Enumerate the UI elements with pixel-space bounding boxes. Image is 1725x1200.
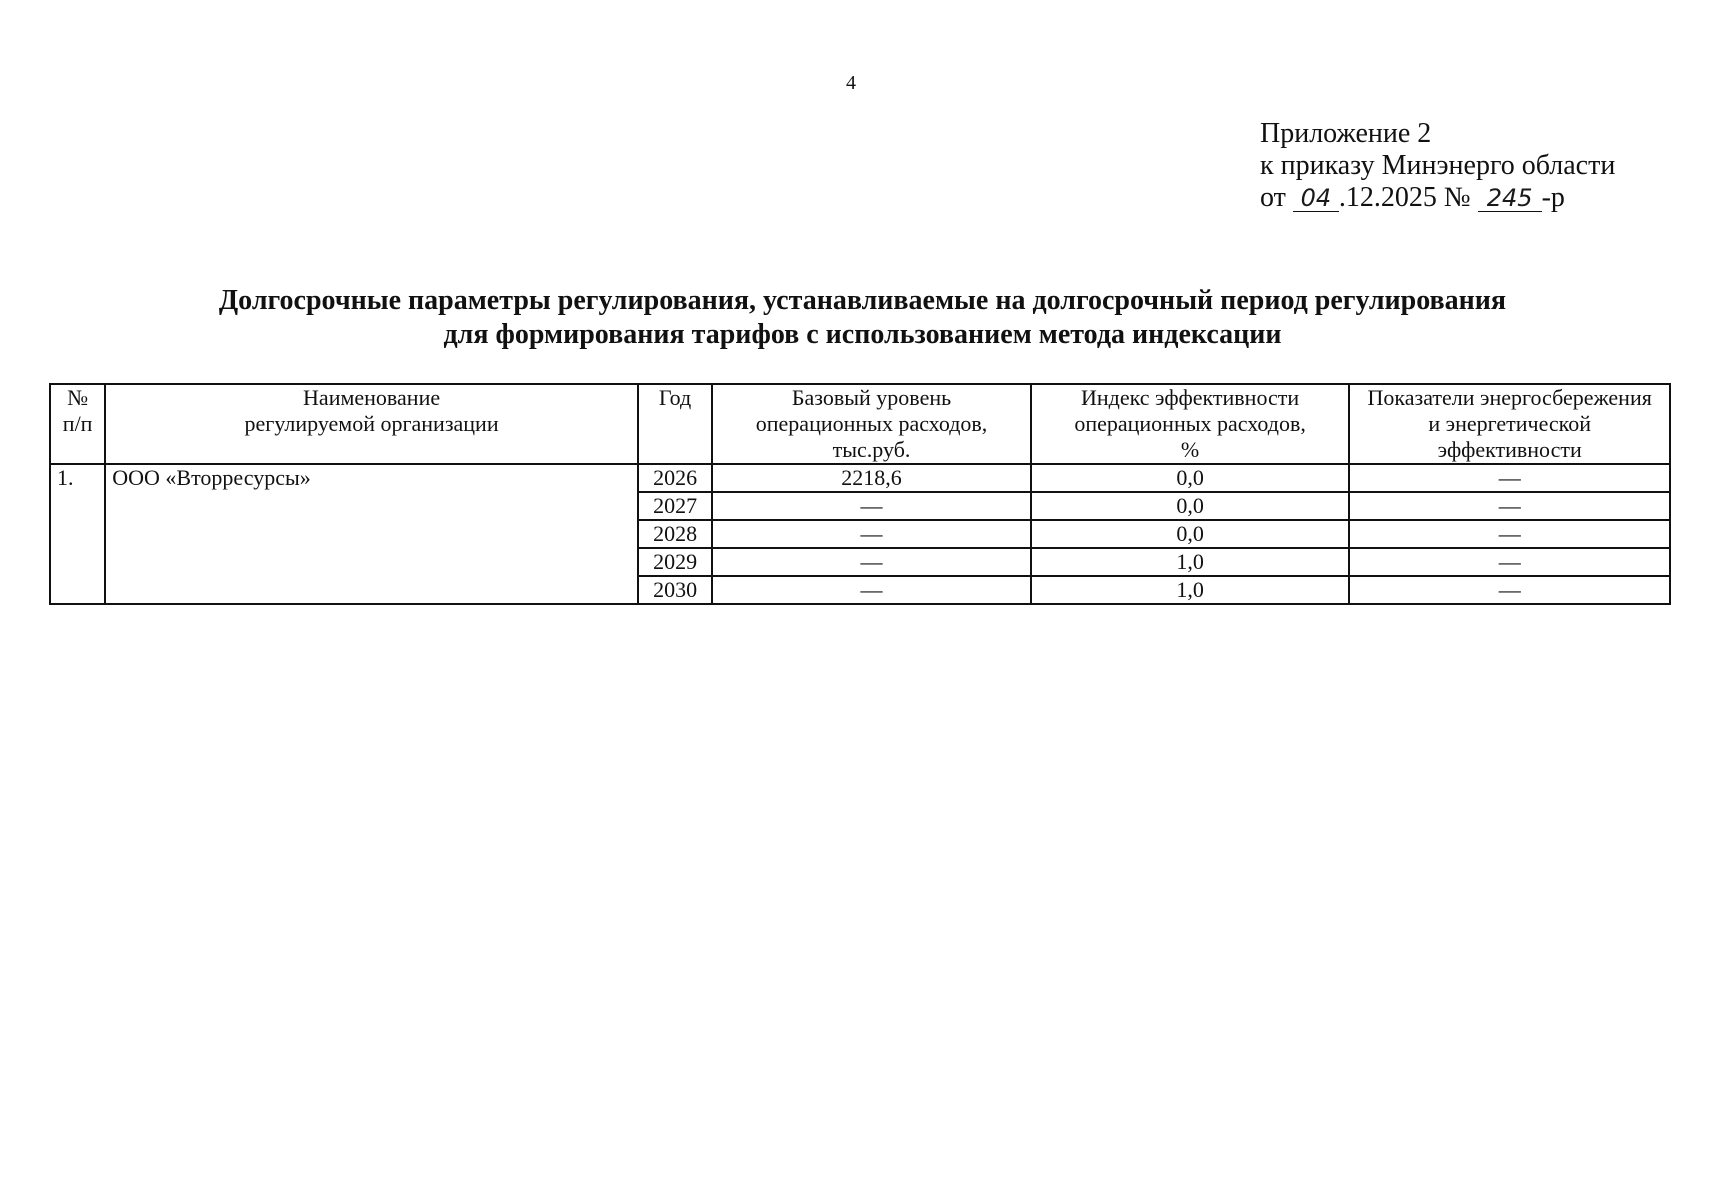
header-energy-indicators: Показатели энергосбережения и энергетической эффективности (1349, 384, 1670, 464)
energy-indicator-cell: — (1349, 576, 1670, 604)
base-level-cell: — (712, 520, 1031, 548)
base-level-cell: — (712, 492, 1031, 520)
year-cell: 2026 (638, 464, 712, 492)
efficiency-index-cell: 0,0 (1031, 492, 1350, 520)
efficiency-index-cell: 0,0 (1031, 520, 1350, 548)
energy-indicator-cell: — (1349, 492, 1670, 520)
energy-indicator-cell: — (1349, 548, 1670, 576)
year-cell: 2027 (638, 492, 712, 520)
appendix-title: Приложение 2 (1260, 118, 1432, 149)
efficiency-index-cell: 1,0 (1031, 548, 1350, 576)
year-cell: 2030 (638, 576, 712, 604)
efficiency-index-cell: 1,0 (1031, 576, 1350, 604)
table-header-row (50, 384, 1670, 464)
order-suffix: -р (1541, 182, 1565, 213)
org-name-cell: ООО «Вторресурсы» (105, 464, 638, 604)
table-row (50, 464, 1670, 492)
date-prefix: от (1260, 182, 1286, 213)
date-rest: .12.2025 № (1338, 182, 1471, 213)
title-line-1: Долгосрочные параметры регулирования, устанавливаемые на долгосрочный период регулирования (218, 285, 1507, 316)
energy-indicator-cell: — (1349, 464, 1670, 492)
base-level-cell: — (712, 576, 1031, 604)
header-year: Год (638, 384, 712, 464)
handwritten-order-number: 245 (1478, 185, 1542, 212)
header-num: № п/п (50, 384, 105, 464)
efficiency-index-cell: 0,0 (1031, 464, 1350, 492)
year-cell: 2028 (638, 520, 712, 548)
parameters-table (49, 383, 1671, 605)
appendix-date-line (1260, 182, 1615, 214)
base-level-cell: 2218,6 (712, 464, 1031, 492)
document-title (0, 284, 1725, 352)
title-line-2: для формирования тарифов с использованием метода индексации (443, 319, 1282, 350)
appendix-order-ref: к приказу Минэнерго области (1260, 150, 1616, 181)
header-base-level: Базовый уровень операционных расходов, тыс.руб. (712, 384, 1031, 464)
org-num-cell: 1. (50, 464, 105, 604)
header-efficiency-index: Индекс эффективности операционных расходов, % (1031, 384, 1350, 464)
energy-indicator-cell: — (1349, 520, 1670, 548)
appendix-block (1260, 118, 1615, 214)
page-number: 4 (846, 72, 856, 94)
header-org-name: Наименование регулируемой организации (105, 384, 638, 464)
handwritten-day: 04 (1293, 185, 1339, 212)
year-cell: 2029 (638, 548, 712, 576)
base-level-cell: — (712, 548, 1031, 576)
